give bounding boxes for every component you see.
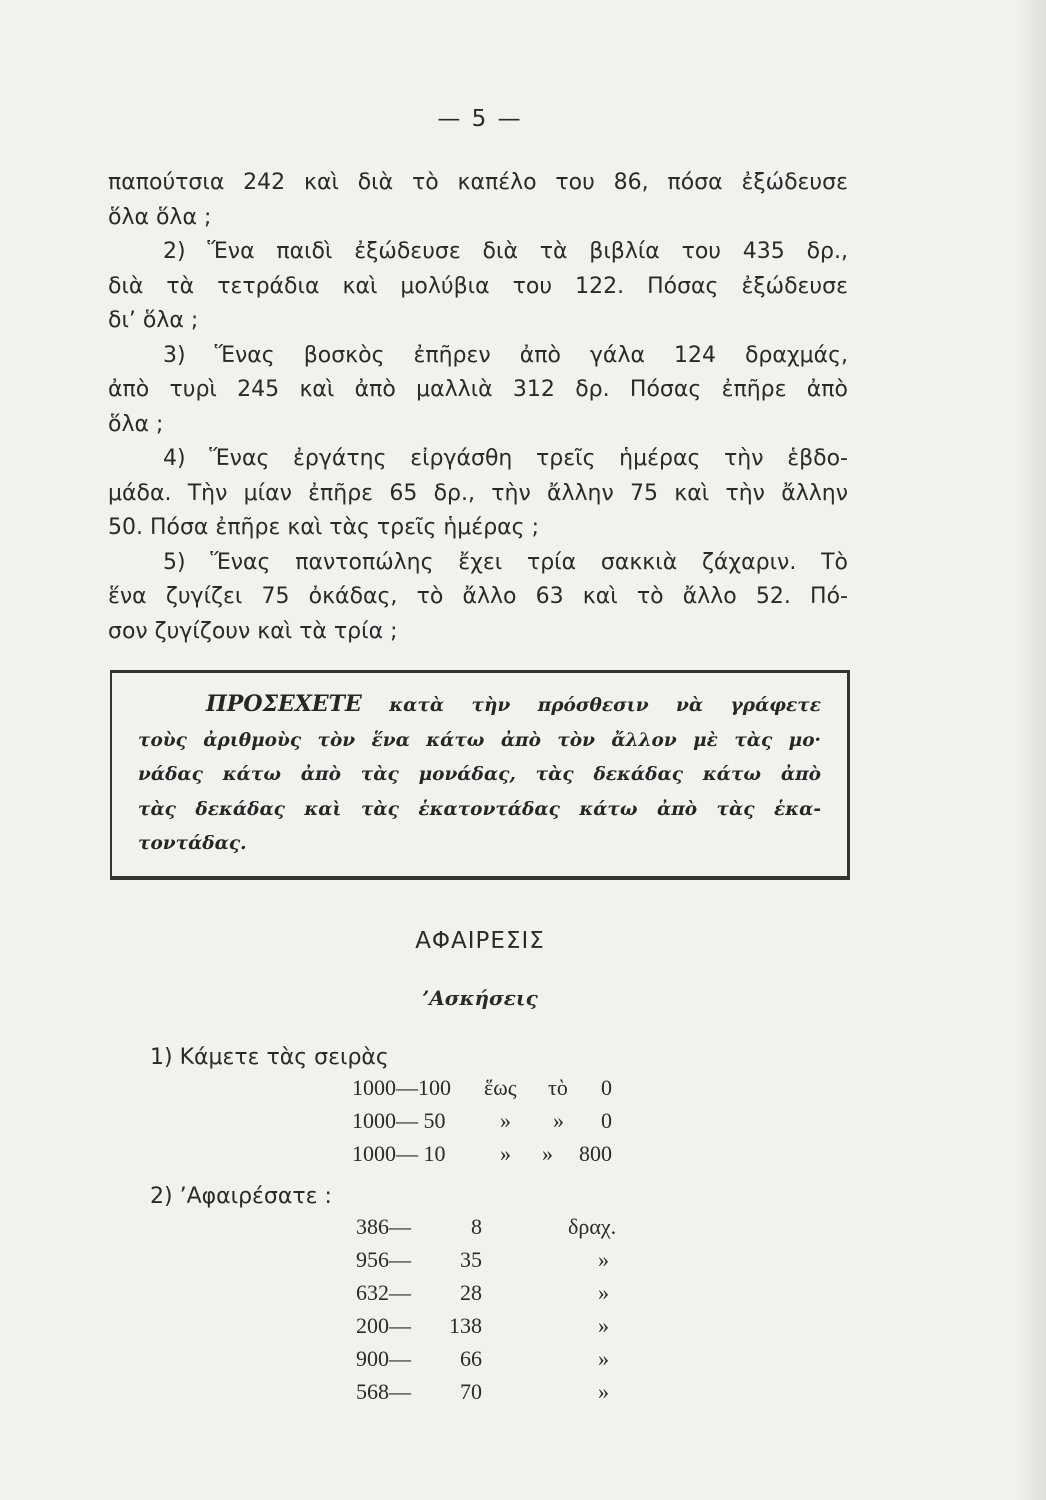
word-problems — [108, 166, 848, 649]
series-minuend: 1000—100 — [352, 1075, 451, 1100]
minuend: 200— — [356, 1313, 411, 1338]
problem-line: 5) Ἕνας παντοπώλης ἔχει τρία σακκιὰ ζάχαριν. Τὸ — [163, 549, 848, 575]
problem-line: διὰ τὰ τετράδια καὶ μολύβια του 122. Πόσας ἐξώδευσε — [108, 273, 848, 299]
problem-line: ἕνα ζυγίζει 75 ὀκάδας, τὸ ἄλλο 63 καὶ τὸ ἄλλο 52. Πό- — [108, 584, 848, 609]
subtrahend: 138 — [449, 1313, 482, 1338]
subtrahend: 70 — [460, 1379, 482, 1404]
subtraction-row — [0, 1379, 1046, 1413]
section-subtitle: ’Ασκήσεις — [422, 986, 538, 1010]
problem-line: 3) Ἕνας βοσκὸς ἐπῆρεν ἀπὸ γάλα 124 δραχμάς, — [163, 342, 848, 368]
series-word: » — [500, 1108, 511, 1133]
notice-line: τοντάδας. — [138, 833, 247, 854]
unit-label: » — [598, 1346, 609, 1371]
unit-label: » — [598, 1280, 609, 1305]
series-row — [0, 1141, 1046, 1175]
subtraction-row — [0, 1280, 1046, 1314]
subtraction-row — [0, 1247, 1046, 1281]
minuend: 386— — [356, 1214, 411, 1239]
subtraction-row — [0, 1313, 1046, 1347]
problem-line: 2) Ἕνα παιδὶ ἐξώδευσε διὰ τὰ βιβλία του 435 δρ., — [163, 239, 848, 264]
exercise-1-title: 1) Κάμετε τὰς σειρὰς — [150, 1045, 389, 1070]
minuend: 568— — [356, 1379, 411, 1404]
exercise-2-title: 2) ’Αφαιρέσατε : — [150, 1184, 332, 1209]
problem-line: ὅλα ὅλα ; — [108, 204, 212, 230]
series-minuend: 1000— 50 — [352, 1108, 446, 1133]
unit-label: » — [598, 1247, 609, 1272]
minuend: 632— — [356, 1280, 411, 1305]
subtraction-row — [0, 1214, 1046, 1248]
section-title: ΑΦΑΙΡΕΣΙΣ — [415, 928, 545, 954]
series-end: 0 — [601, 1075, 612, 1100]
series-word: τὸ — [548, 1075, 568, 1100]
page-number: — 5 — — [437, 106, 523, 132]
series-row — [0, 1108, 1046, 1142]
minuend: 900— — [356, 1346, 411, 1371]
subtraction-row — [0, 1346, 1046, 1380]
unit-label: δραχ. — [568, 1214, 617, 1239]
problem-line: σον ζυγίζουν καὶ τὰ τρία ; — [108, 618, 398, 644]
subtrahend: 28 — [460, 1280, 482, 1305]
unit-label: » — [598, 1379, 609, 1404]
problem-line: 50. Πόσα ἐπῆρε καὶ τὰς τρεῖς ἡμέρας ; — [108, 515, 539, 540]
series-end: 800 — [579, 1141, 612, 1166]
series-word: » — [542, 1141, 553, 1166]
notice-text: κατὰ τὴν πρόσθεσιν νὰ γράφετε — [389, 695, 821, 716]
series-word: » — [500, 1141, 511, 1166]
notice-line: τοὺς ἀριθμοὺς τὸν ἕνα κάτω ἀπὸ τὸν ἄλλον μὲ τὰς μο· — [138, 729, 821, 751]
notice-box — [110, 670, 850, 880]
notice-heading: ΠΡΟΣΕΧΕΤΕ — [206, 691, 362, 717]
notice-line — [138, 687, 821, 724]
subtrahend: 35 — [460, 1247, 482, 1272]
notice-line: νάδας κάτω ἀπὸ τὰς μονάδας, τὰς δεκάδας κάτω ἀπὸ — [138, 764, 821, 785]
series-word: » — [553, 1108, 564, 1133]
series-minuend: 1000— 10 — [352, 1141, 446, 1166]
series-word: ἕως — [484, 1075, 517, 1100]
problem-line: ἀπὸ τυρὶ 245 καὶ ἀπὸ μαλλιὰ 312 δρ. Πόσας ἐπῆρε ἀπὸ — [108, 377, 848, 402]
subtrahend: 8 — [471, 1214, 482, 1239]
minuend: 956— — [356, 1247, 411, 1272]
problem-line: ὅλα ; — [108, 411, 164, 437]
subtrahend: 66 — [460, 1346, 482, 1371]
unit-label: » — [598, 1313, 609, 1338]
notice-line: τὰς δεκάδας καὶ τὰς ἑκατοντάδας κάτω ἀπὸ τὰς ἑκα- — [138, 798, 821, 820]
series-row — [0, 1075, 1046, 1109]
problem-line: μάδα. Τὴν μίαν ἐπῆρε 65 δρ., τὴν ἄλλην 75 καὶ τὴν ἄλλην — [108, 480, 848, 506]
problem-line: 4) Ἕνας ἐργάτης εἰργάσθη τρεῖς ἡμέρας τὴν ἑβδο- — [163, 446, 848, 471]
problem-line: δι’ ὅλα ; — [108, 308, 199, 333]
series-end: 0 — [601, 1108, 612, 1133]
problem-line: παπούτσια 242 καὶ διὰ τὸ καπέλο του 86, πόσα ἐξώδευσε — [108, 170, 848, 195]
